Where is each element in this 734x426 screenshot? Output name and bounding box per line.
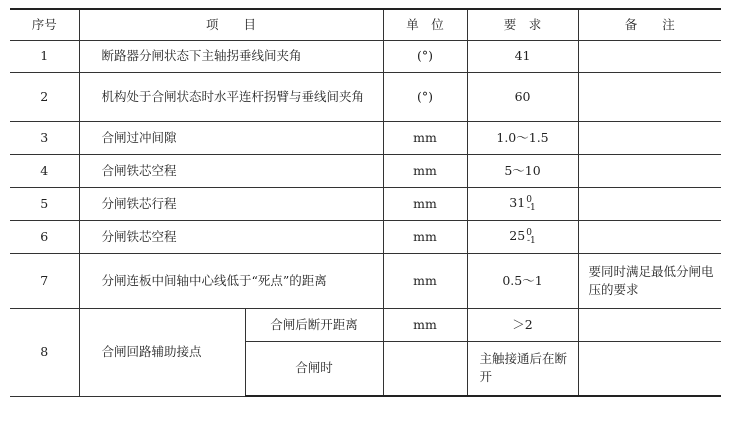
header-seq: 序号 — [10, 9, 79, 40]
row-requirement: 41 — [467, 40, 578, 72]
row-unit: mm — [383, 220, 467, 253]
header-unit: 单 位 — [383, 9, 467, 40]
table-row — [10, 253, 721, 308]
row-subitem: 合闸后断开距离 — [245, 308, 383, 341]
table-row — [10, 121, 721, 154]
header-note: 备 注 — [578, 9, 721, 40]
row-requirement: 1.0～1.5 — [467, 121, 578, 154]
table-row — [10, 154, 721, 187]
row-note — [578, 72, 721, 121]
row-note — [578, 121, 721, 154]
row-unit: mm — [383, 308, 467, 341]
row-unit: mm — [383, 187, 467, 220]
table-row — [10, 220, 721, 253]
tolerance-upper: 0 — [526, 194, 532, 205]
row-seq: 2 — [10, 72, 79, 121]
row-item: 合闸过冲间隙 — [79, 121, 383, 154]
row-seq: 7 — [10, 253, 79, 308]
tolerance-lower: -1 — [526, 235, 536, 246]
row-note — [578, 40, 721, 72]
tolerance-base: 25 — [509, 227, 526, 243]
table-row — [10, 40, 721, 72]
row-item: 分闸连板中间轴中心线低于“死点”的距离 — [79, 253, 383, 308]
row-seq: 1 — [10, 40, 79, 72]
row-subitem: 合闸时 — [245, 341, 383, 396]
row-note — [578, 187, 721, 220]
row-unit: (°) — [383, 40, 467, 72]
row-seq: 8 — [10, 308, 79, 396]
row-requirement: 60 — [467, 72, 578, 121]
row-seq: 6 — [10, 220, 79, 253]
row-item: 分闸铁芯空程 — [79, 220, 383, 253]
row-requirement: 主触接通后在断开 — [467, 341, 578, 396]
spec-table — [10, 8, 721, 397]
row-item: 分闸铁芯行程 — [79, 187, 383, 220]
row-requirement: 0.5～1 — [467, 253, 578, 308]
row-requirement — [467, 187, 578, 220]
row-note — [578, 341, 721, 396]
header-item: 项 目 — [79, 9, 383, 40]
row-note — [578, 154, 721, 187]
table-row — [10, 72, 721, 121]
tolerance-lower: -1 — [526, 202, 536, 213]
row-unit: mm — [383, 121, 467, 154]
row-unit — [383, 341, 467, 396]
row-note — [578, 308, 721, 341]
row-unit: (°) — [383, 72, 467, 121]
row-item: 合闸回路辅助接点 — [79, 308, 245, 396]
table-row — [10, 308, 721, 341]
row-unit: mm — [383, 253, 467, 308]
tolerance-upper: 0 — [526, 227, 532, 238]
row-requirement — [467, 220, 578, 253]
row-requirement: ＞2 — [467, 308, 578, 341]
row-seq: 4 — [10, 154, 79, 187]
row-unit: mm — [383, 154, 467, 187]
row-requirement: 5～10 — [467, 154, 578, 187]
header-requirement: 要 求 — [467, 9, 578, 40]
row-note: 要同时满足最低分闸电压的要求 — [578, 253, 721, 308]
row-item: 断路器分闸状态下主轴拐垂线间夹角 — [79, 40, 383, 72]
header-row — [10, 9, 721, 40]
row-note — [578, 220, 721, 253]
row-item: 机构处于合闸状态时水平连杆拐臂与垂线间夹角 — [79, 72, 383, 121]
table-row — [10, 187, 721, 220]
row-seq: 5 — [10, 187, 79, 220]
row-seq: 3 — [10, 121, 79, 154]
row-item: 合闸铁芯空程 — [79, 154, 383, 187]
tolerance-base: 31 — [509, 194, 526, 210]
